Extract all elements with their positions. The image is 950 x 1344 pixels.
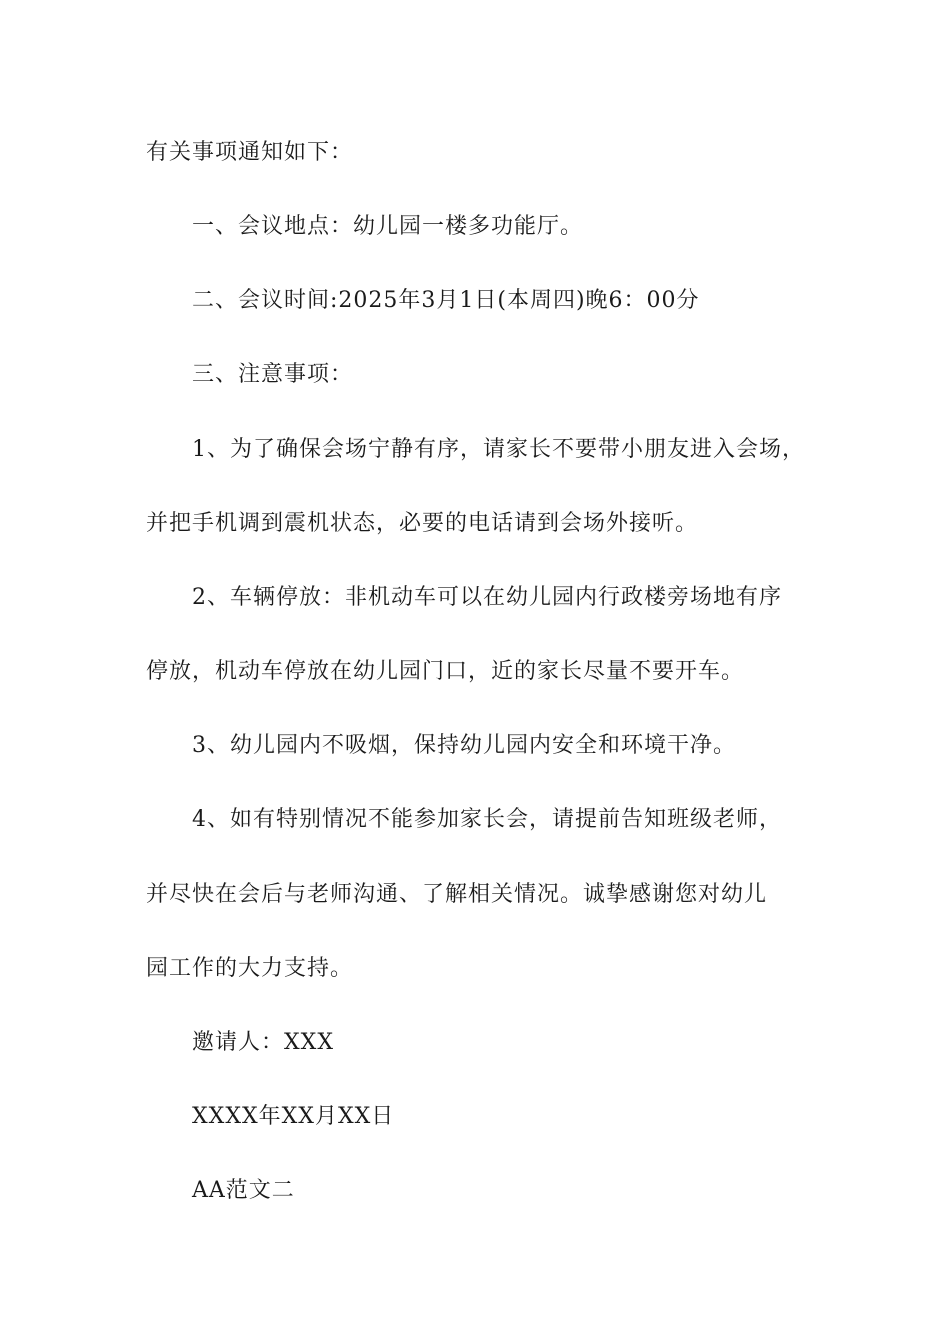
note-2-line-2: 停放，机动车停放在幼儿园门口，近的家长尽量不要开车。 xyxy=(146,659,745,684)
inviter: 邀请人：XXX xyxy=(192,1030,334,1055)
note-1-line-1: 1、为了确保会场宁静有序，请家长不要带小朋友进入会场， xyxy=(192,437,805,462)
meeting-time: 二、会议时间:2025年3月1日(本周四)晚6：00分 xyxy=(192,288,700,313)
section-title: AA范文二 xyxy=(192,1178,295,1203)
note-4-line-1: 4、如有特别情况不能参加家长会，请提前告知班级老师， xyxy=(192,807,782,832)
notice-intro: 有关事项通知如下： xyxy=(146,140,354,165)
note-2-line-1: 2、车辆停放：非机动车可以在幼儿园内行政楼旁场地有序 xyxy=(192,585,782,610)
note-4-line-3: 园工作的大力支持。 xyxy=(146,956,354,981)
note-3: 3、幼儿园内不吸烟，保持幼儿园内安全和环境干净。 xyxy=(192,733,736,758)
date-line: XXXX年XX月XX日 xyxy=(192,1104,395,1129)
meeting-location: 一、会议地点：幼儿园一楼多功能厅。 xyxy=(192,214,584,239)
notes-heading: 三、注意事项： xyxy=(192,362,354,387)
note-4-line-2: 并尽快在会后与老师沟通、了解相关情况。诚挚感谢您对幼儿 xyxy=(146,882,768,907)
note-1-line-2: 并把手机调到震机状态，必要的电话请到会场外接听。 xyxy=(146,511,699,536)
